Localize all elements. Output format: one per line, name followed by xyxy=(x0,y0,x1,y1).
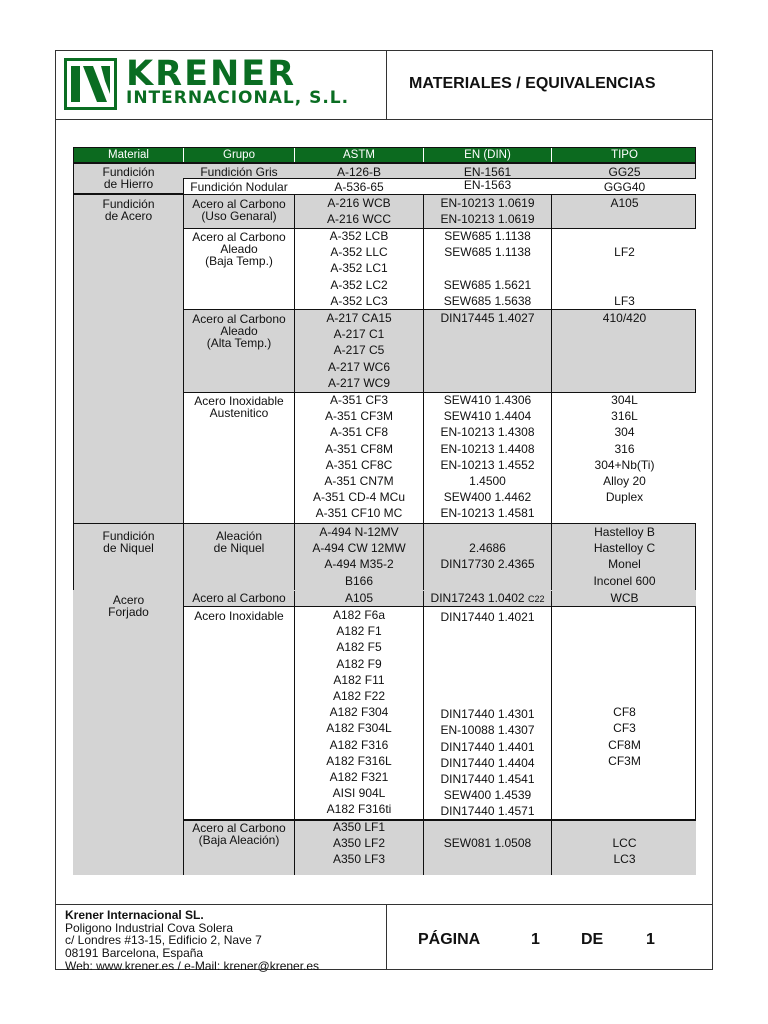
equivalences-table xyxy=(73,147,696,875)
document-header xyxy=(56,51,712,120)
en-cells: SEW410 1.4306 SEW410 1.4404 EN-10213 1.4308 EN-10213 1.4408 EN-10213 1.4552 1.4500 SEW400 1.4462 EN-10213 1.4581 xyxy=(440,393,535,521)
en-cells: EN-10213 1.0619 EN-10213 1.0619 xyxy=(440,196,535,227)
grupo-label: Acero Inoxidable Austenitico xyxy=(194,394,284,421)
address-line: Poligono Industrial Cova Solera xyxy=(65,920,234,935)
grupo-label: Acero al Carbono (Uso Genaral) xyxy=(192,197,286,224)
grupo-label: Acero Inoxidable xyxy=(194,609,284,623)
astm-cells: A-216 WCB A-216 WCC xyxy=(326,196,391,227)
astm-cells: A182 F6a A182 F1 A182 F5 A182 F9 A182 F11 A182 F22 A182 F304 A182 F304L A182 F316 A182 F316L A182 F321 AISI 904L A182 F316ti xyxy=(326,608,392,817)
grupo-label: Acero al Carbono Aleado (Baja Temp.) xyxy=(192,230,286,269)
column-header-astm: ASTM xyxy=(343,149,375,161)
astm-cells: A350 LF1 A350 LF2 A350 LF3 xyxy=(332,820,386,867)
astm-cells: A-351 CF3 A-351 CF3M A-351 CF8 A-351 CF8M A-351 CF8C A-351 CN7M A-351 CD-4 MCu A-351 CF10 MC xyxy=(312,393,406,521)
company-name: Krener Internacional SL. xyxy=(65,908,204,922)
group-baja-aleacion xyxy=(183,819,696,875)
column-header-tipo: TIPO xyxy=(611,149,638,161)
table-row: Fundición Gris Fundición Nodular xyxy=(190,165,288,195)
tipo-cells: Hastelloy B Hastelloy C Monel Inconel 600 xyxy=(593,525,656,588)
tipo-cells: 410/420 xyxy=(602,311,647,325)
company-address xyxy=(65,909,319,973)
address-line: 08191 Barcelona, España xyxy=(65,946,204,961)
tipo-cell: WCB xyxy=(610,591,639,605)
column-header-en-din: EN (DIN) xyxy=(464,149,511,161)
en-cells: SEW685 1.1138 SEW685 1.1138 SEW685 1.5621 SEW685 1.5638 xyxy=(443,229,532,308)
material-label: Fundición de Acero xyxy=(102,197,155,224)
tipo-cells: LCC LC3 xyxy=(612,836,637,867)
tipo-cells: GG25 GGG40 xyxy=(603,165,646,195)
section-hierro xyxy=(73,163,696,194)
grupo-label: Acero al Carbono Aleado (Alta Temp.) xyxy=(192,312,286,351)
en-cells: SEW081 1.0508 xyxy=(443,836,532,851)
astm-cell: A105 xyxy=(344,591,374,605)
table-header-row xyxy=(73,147,696,163)
astm-cells: A-126-B A-536-65 xyxy=(334,165,384,195)
logo-wordmark: KRENER xyxy=(126,54,297,94)
krener-logo-icon xyxy=(64,58,117,110)
en-cells: EN-1561 EN-1563 xyxy=(463,165,512,193)
section-niquel xyxy=(73,523,696,591)
astm-cells: A-217 CA15 A-217 C1 A-217 C5 A-217 WC6 A-217 WC9 xyxy=(326,311,392,390)
document-title: MATERIALES / EQUIVALENCIAS xyxy=(409,75,656,92)
tipo-cells: CF8 CF3 CF8M CF3M xyxy=(608,705,641,768)
grupo-label: Acero al Carbono (Baja Aleación) xyxy=(192,821,286,848)
of-label: DE xyxy=(581,931,604,948)
en-cells: 2.4686 DIN17730 2.4365 xyxy=(440,541,535,572)
footer-divider xyxy=(386,905,387,970)
page-total: 1 xyxy=(646,931,655,948)
tipo-cells: A105 xyxy=(610,196,639,210)
document-page xyxy=(55,50,713,973)
en-cells: DIN17445 1.4027 xyxy=(440,311,535,325)
column-header-grupo: Grupo xyxy=(223,149,255,161)
material-label: Fundición de Hierro xyxy=(102,165,155,192)
tipo-cells: 304L 316L 304 316 304+Nb(Ti) Alloy 20 Duplex xyxy=(594,393,655,505)
grupo-label: Aleación de Niquel xyxy=(213,529,265,556)
section-forjado xyxy=(73,590,696,875)
address-line: c/ Londres #13-15, Edificio 2, Nave 7 xyxy=(65,933,262,948)
astm-cells: A-352 LCB A-352 LLC A-352 LC1 A-352 LC2 A-352 LC3 xyxy=(329,229,389,308)
material-column-shade xyxy=(73,590,184,875)
tipo-cells: LF2 LF3 xyxy=(614,245,635,308)
grupo-label: Acero al Carbono xyxy=(192,591,286,605)
logo-subtitle: INTERNACIONAL, S.L. xyxy=(126,88,350,108)
document-footer xyxy=(56,904,712,973)
astm-cells: A-494 N-12MV A-494 CW 12MW A-494 M35-2 B166 xyxy=(312,525,406,588)
page-number: 1 xyxy=(531,931,540,948)
group-inoxidable-austenitico xyxy=(183,392,696,524)
column-header-material: Material xyxy=(108,149,149,161)
material-label: Acero Forjado xyxy=(108,593,149,620)
group-baja-temp xyxy=(183,228,696,310)
material-label: Fundición de Niquel xyxy=(102,529,155,556)
en-cell: DIN17243 1.0402 C22 xyxy=(430,591,545,605)
header-divider xyxy=(386,51,387,119)
en-cells: DIN17440 1.4021 DIN17440 1.4301 EN-10088 1.4307 DIN17440 1.4401 DIN17440 1.4404 DIN17440 1.4541 SEW400 1.4539 DIN17440 1.4571 xyxy=(440,610,535,819)
contact-line: Web: www.krener.es / e-Mail: krener@krener.es xyxy=(65,958,320,973)
page-label: PÁGINA xyxy=(418,931,481,948)
section-acero xyxy=(73,194,696,524)
